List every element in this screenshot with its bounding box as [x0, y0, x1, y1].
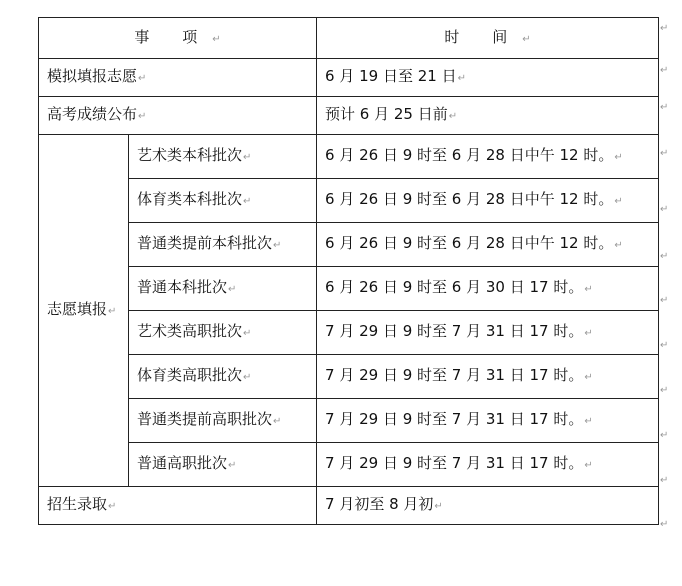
time-cell	[317, 267, 659, 311]
paragraph-mark-icon: ↵	[584, 372, 593, 383]
paragraph-mark-icon: ↵	[243, 196, 252, 207]
batch-cell	[129, 399, 317, 443]
batch-text: 艺术类高职批次	[137, 322, 243, 340]
item-text: 招生录取	[47, 495, 108, 513]
paragraph-mark-icon: ↵	[108, 306, 117, 317]
row-end-mark-icon: ↵	[660, 385, 669, 396]
time-text: 6 月 26 日 9 时至 6 月 28 日中午 12 时。	[325, 146, 614, 164]
paragraph-mark-icon: ↵	[228, 460, 237, 471]
paragraph-mark-icon: ↵	[448, 111, 458, 122]
table-row	[39, 179, 659, 223]
time-text: 6 月 26 日 9 时至 6 月 30 日 17 时。	[325, 278, 584, 296]
time-cell	[317, 443, 659, 487]
paragraph-mark-icon: ↵	[614, 152, 623, 163]
table-row	[39, 223, 659, 267]
time-cell	[317, 399, 659, 443]
table-row	[39, 311, 659, 355]
header-item-text: 事 项	[134, 27, 212, 46]
item-cell	[39, 97, 317, 135]
paragraph-mark-icon: ↵	[243, 152, 252, 163]
paragraph-mark-icon: ↵	[212, 33, 221, 45]
paragraph-mark-icon: ↵	[614, 240, 623, 251]
time-cell	[317, 179, 659, 223]
table-row	[39, 487, 659, 525]
paragraph-mark-icon: ↵	[584, 328, 593, 339]
paragraph-mark-icon: ↵	[138, 111, 147, 122]
paragraph-mark-icon: ↵	[228, 284, 237, 295]
time-text: 6 月 19 日至 21 日	[325, 67, 457, 85]
time-text: 7 月 29 日 9 时至 7 月 31 日 17 时。	[325, 454, 584, 472]
batch-cell	[129, 135, 317, 179]
row-end-mark-icon: ↵	[660, 475, 669, 486]
time-cell	[317, 223, 659, 267]
batch-cell	[129, 223, 317, 267]
batch-cell	[129, 179, 317, 223]
row-end-mark-icon: ↵	[660, 204, 669, 215]
paragraph-mark-icon: ↵	[273, 416, 282, 427]
table-row	[39, 97, 659, 135]
time-text: 6 月 26 日 9 时至 6 月 28 日中午 12 时。	[325, 190, 614, 208]
time-cell	[317, 59, 659, 97]
row-end-mark-icon: ↵	[660, 430, 669, 441]
item-text: 高考成绩公布	[47, 105, 138, 123]
paragraph-mark-icon: ↵	[273, 240, 282, 251]
table-row	[39, 443, 659, 487]
batch-text: 普通类提前高职批次	[137, 410, 273, 428]
batch-cell	[129, 267, 317, 311]
item-text: 模拟填报志愿	[47, 67, 138, 85]
row-end-mark-icon: ↵	[660, 519, 669, 530]
row-end-mark-icon: ↵	[660, 340, 669, 351]
row-end-mark-icon: ↵	[660, 251, 669, 262]
paragraph-mark-icon: ↵	[614, 196, 623, 207]
time-text: 7 月 29 日 9 时至 7 月 31 日 17 时。	[325, 410, 584, 428]
table-header-row	[39, 18, 659, 59]
batch-text: 普通高职批次	[137, 454, 228, 472]
batch-text: 体育类本科批次	[137, 190, 243, 208]
batch-cell	[129, 355, 317, 399]
paragraph-mark-icon: ↵	[584, 460, 593, 471]
time-text: 预计 6 月 25 日前	[325, 105, 448, 123]
table-row	[39, 59, 659, 97]
time-cell	[317, 97, 659, 135]
paragraph-mark-icon: ↵	[243, 328, 252, 339]
time-text: 7 月 29 日 9 时至 7 月 31 日 17 时。	[325, 366, 584, 384]
schedule-table	[38, 17, 659, 525]
paragraph-mark-icon: ↵	[457, 73, 466, 84]
batch-text: 普通本科批次	[137, 278, 228, 296]
time-text: 6 月 26 日 9 时至 6 月 28 日中午 12 时。	[325, 234, 614, 252]
row-end-mark-icon: ↵	[660, 65, 669, 76]
table-row	[39, 267, 659, 311]
paragraph-mark-icon: ↵	[522, 33, 531, 45]
time-cell	[317, 487, 659, 525]
row-end-mark-icon: ↵	[660, 102, 669, 113]
batch-cell	[129, 443, 317, 487]
batch-cell	[129, 311, 317, 355]
item-cell	[39, 59, 317, 97]
header-time-text: 时 间	[444, 27, 522, 46]
time-cell	[317, 355, 659, 399]
time-text: 7 月 29 日 9 时至 7 月 31 日 17 时。	[325, 322, 584, 340]
table-row	[39, 399, 659, 443]
item-cell	[39, 487, 317, 525]
group-label-text: 志愿填报	[47, 300, 108, 318]
batch-text: 艺术类本科批次	[137, 146, 243, 164]
time-cell	[317, 135, 659, 179]
time-cell	[317, 311, 659, 355]
batch-text: 体育类高职批次	[137, 366, 243, 384]
header-time-cell	[317, 18, 659, 59]
paragraph-mark-icon: ↵	[434, 501, 443, 512]
table-row	[39, 355, 659, 399]
paragraph-mark-icon: ↵	[243, 372, 252, 383]
row-end-mark-icon: ↵	[660, 23, 669, 34]
header-item-cell	[39, 18, 317, 59]
row-end-mark-icon: ↵	[660, 295, 669, 306]
batch-text: 普通类提前本科批次	[137, 234, 273, 252]
paragraph-mark-icon: ↵	[108, 501, 117, 512]
paragraph-mark-icon: ↵	[584, 416, 593, 427]
row-end-mark-icon: ↵	[660, 148, 669, 159]
group-label-cell	[39, 135, 129, 487]
time-text: 7 月初至 8 月初	[325, 495, 434, 513]
paragraph-mark-icon: ↵	[138, 73, 147, 84]
table-row	[39, 135, 659, 179]
paragraph-mark-icon: ↵	[584, 284, 593, 295]
